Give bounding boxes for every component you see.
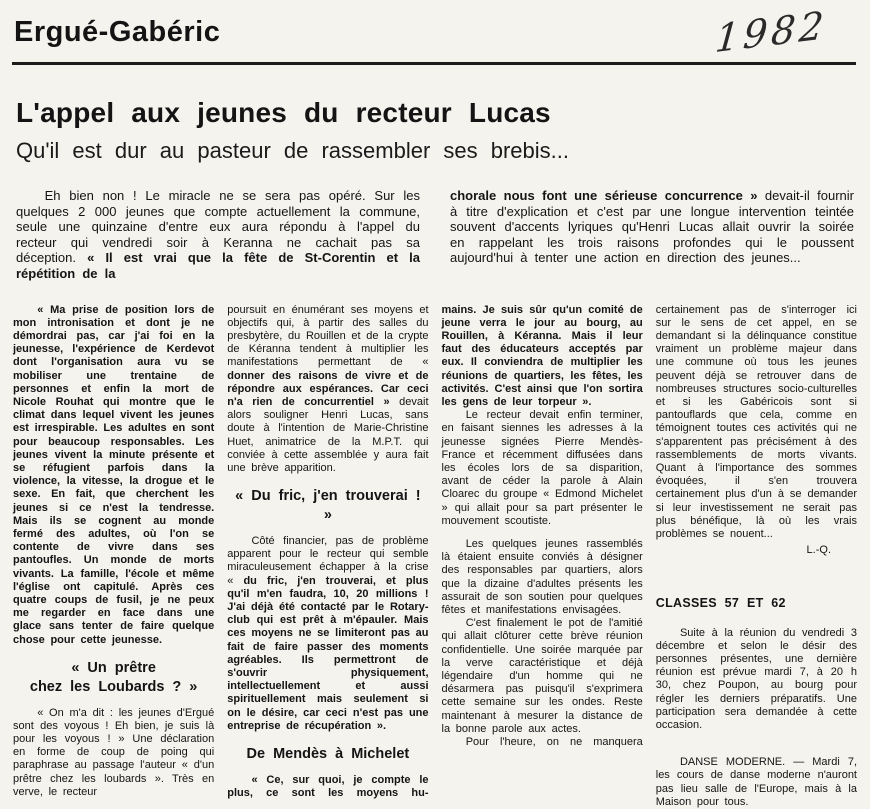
article-paragraph	[227, 535, 428, 733]
column-3	[442, 304, 643, 809]
article-paragraph: certainement pas de s'interroger ici sur le sens de cet appel, en se demandant si la délinquance constitue vraiment un problème majeur dans une commune où tous les jeunes peuvent déjà se retrouver dans de nombreuses structures socio-culturelles et si les Gabéricois sont si pantouflards que cela, comme en témoignent toutes ces activités qui ne s'apparentent pas précisément à des rassemblements de morts vivants. Quant à l'importance des sommes évoquées, il s'en trouvera certainement plus d'un à se demander si leur investissement ne serait pas plus bénéfique, là où les vrais problèmes se nouent...	[655, 303, 857, 541]
article-paragraph: Suite à la réunion du vendredi 3 décembre et selon le désir des personnes présentes, une dernière réunion est prévue mardi 7, à 20 h 30, chez Poupon, au bourg pour régler les derniers préparatifs. Une participation sera demandée à cette occasion.	[655, 626, 857, 732]
article-paragraph: Pour l'heure, on ne manquera	[465, 736, 643, 749]
article-body	[0, 304, 870, 809]
subhead-line: « Un prêtre	[71, 659, 156, 676]
article-paragraph: mains. Je suis sûr qu'un comité de jeune verra le jour au bourg, au Rouillen, à Kéranna. Mais il leur faut des éducateurs acceptés par eux. Il conviendra de multiplier les réunions de quartiers, les fêtes, les activités. C'est ainsi que l'on sortira les gens de leur torpeur ».	[441, 303, 643, 408]
lede-text: devait-il fournir à titre d'explication et c'est par une longue intervention teintée souvent d'accents lyriques qu'Henri Lucas allait ouvrir la soirée en rappelant les trois raisons profondes qui le poussent aujourd'hui à tenter une action en direction des jeunes...	[450, 188, 854, 266]
handwritten-year-annotation: 1982	[713, 2, 830, 62]
headline-block	[0, 97, 870, 164]
paragraph-text: poursuit en énumérant ses moyens et objectifs qui, à partir des salles du presbytère, du Rouillen et de la crypte de Kéranna tendent à multiplier les manifestations permettant de «	[227, 303, 429, 369]
article-lede	[0, 188, 870, 282]
article-paragraph: Les quelques jeunes rassemblés là étaient ensuite conviés à désigner des responsables par quartiers, alors que la dizaine d'adultes présents les assurait de son soutien pour quelques fêtes et manifestations envisagées.	[441, 538, 643, 617]
article-headline: L'appel aux jeunes du recteur Lucas	[16, 97, 551, 128]
paragraph-text: devait alors souligner Henri Lucas, sans doute à l'intention de Marie-Christine Huet, animatrice de la M.P.T. qui conviée à cette assemblée y aura fait une brève apparition.	[227, 395, 429, 474]
article-paragraph: « On m'a dit : les jeunes d'Ergué sont des voyous ! Eh bien, je suis là pour les voyous ! » Une déclaration en forme de coup de poing qui paraphrase au passage l'auteur « d'un prêtre chez les loubards ». Très en verve, le recteur	[13, 706, 215, 798]
article-subheadline: Qu'il est dur au pasteur de rassembler ses brebis...	[16, 138, 569, 163]
paragraph-text: Côté financier, pas de problème apparent pour le recteur qui semble miraculeusement échapper à la crise «	[227, 534, 429, 587]
article-paragraph: C'est finalement le pot de l'amitié qui allait clôturer cette brève réunion confidentielle. Une soirée marquée par la verve caractéristique et déjà légendaire d'un homme qui ne désarmera pas puisqu'il s'exprimera cette semaine sur les ondes. Reste maintenant à mesurer la distance de la bonne parole aux actes.	[441, 617, 643, 735]
column-1	[13, 304, 214, 809]
header-divider	[12, 62, 856, 65]
page-header	[0, 0, 870, 62]
brief-title-classes: CLASSES 57 ET 62	[655, 596, 786, 611]
article-paragraph: Le recteur devait enfin terminer, en faisant siennes les adresses à la jeunesse signées Pierre Mendès-France et récemment diffusées dans les écoles lors de sa disparition, avant de céder la parole à Alain Cloarec du groupe « Edmond Michelet » qui allait pour sa part présenter le mouvement scoutiste.	[441, 409, 643, 527]
article-paragraph: « Ce, sur quoi, je compte le plus, ce sont les moyens hu-	[227, 773, 429, 799]
subhead-line: chez les Loubards ? »	[29, 678, 198, 695]
lede-text-bold: « Il est vrai que la fête de St-Corentin et la répétition de la	[16, 250, 421, 281]
lede-column-left	[16, 188, 420, 282]
article-paragraph	[227, 304, 428, 476]
subhead-de-mendes-a-michelet: De Mendès à Michelet	[246, 745, 410, 762]
column-4	[656, 304, 857, 809]
article-paragraph: « Ma prise de position lors de mon intronisation et dont je ne démordrai pas, car j'ai foi en la jeunesse, l'expérience de Kerdevot dont l'organisation aura vu se mobiliser une trentaine de personnes et enfin la mort de Nicole Rouhat qui montre que le climat dans lequel vivent les jeunes est irrespirable. Les adultes en sont pour beaucoup responsables. Les jeunes vivent la minute présente et se réfugient parfois dans la violence, la vitesse, la drogue et le sexe. En fait, que cherchent les jeunes si ce n'est la tendresse. Mais ils se cognent au monde fermé des adultes, où l'on se contente de vivre dans ses pantoufles. Un monde de morts vivants. La famille, l'école et même l'église ont capitulé. Après ces quatre coups de fusil, je ne peux me regarder en face dans une glace sans tenter de faire quelque chose pour cette jeunesse.	[13, 303, 215, 646]
lede-column-right	[450, 188, 854, 282]
subhead-un-pretre	[17, 659, 210, 697]
lede-text: Eh bien non ! Le miracle ne se sera pas opéré. Sur les quelques 2 000 jeunes que compte actuellement la commune, seule une quinzaine d'entre eux aura répondu à l'appel du recteur qui vendredi soir à Keranna ne cachait pas sa déception.	[16, 188, 420, 266]
subhead-du-fric: « Du fric, j'en trouverai ! »	[235, 488, 421, 524]
brief-danse-moderne: DANSE MODERNE. — Mardi 7, les cours de danse moderne n'auront pas lieu salle de l'Europe, mais à la Maison pour tous.	[655, 756, 857, 808]
section-title: Ergué-Gabéric	[14, 16, 221, 48]
column-2	[227, 304, 428, 809]
author-signature: L.-Q.	[806, 544, 831, 557]
lede-text-bold: chorale nous font une sérieuse concurrence »	[450, 188, 758, 203]
paragraph-text-bold: du fric, j'en trouverai, et plus qu'il m'en faudra, 10, 20 millions ! J'ai déjà été contacté par le Rotary-club qui est prêt à m'épauler. Mais ces moyens ne se limiteront pas au fait de faire passer des moments agréables. Ils permettront de s'ouvrir physiquement, intellectuellement et aussi spirituellement mais seulement si on le désire, car ceci n'est pas une entreprise de récupération ».	[227, 574, 429, 732]
paragraph-text-bold: donner des raisons de vivre et de répondre aux espérances. Car ceci n'a rien de concurrentiel »	[227, 369, 429, 408]
